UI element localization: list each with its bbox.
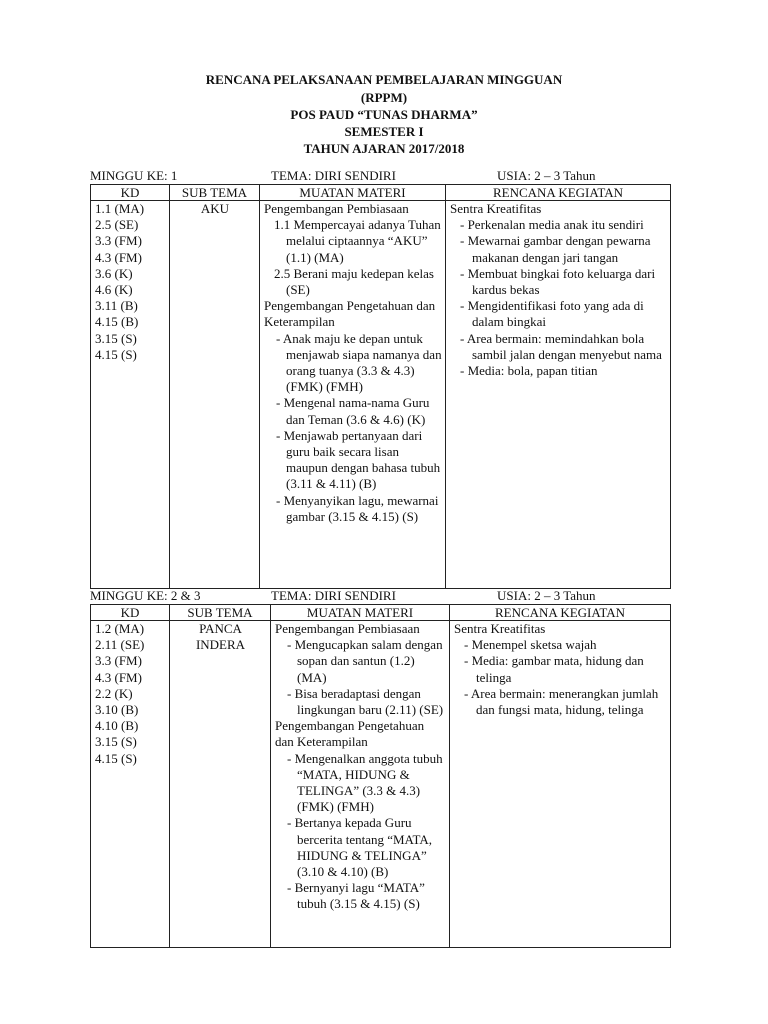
kd-item: 4.10 (B) bbox=[95, 718, 139, 734]
week2-info bbox=[90, 587, 670, 605]
kegiatan-heading: Sentra Kreatifitas bbox=[454, 621, 546, 636]
kegiatan-item: - Mewarnai gambar dengan pewarna makanan dengan jari tangan bbox=[460, 233, 651, 265]
kegiatan-item: - Mengidentifikasi foto yang ada di dalam bingkai bbox=[460, 298, 644, 330]
week1-muatan-cell bbox=[260, 201, 446, 589]
week1-row bbox=[91, 201, 671, 589]
document-title: RENCANA PELAKSANAAN PEMBELAJARAN MINGGUAN bbox=[205, 72, 563, 87]
semester: SEMESTER I bbox=[344, 124, 424, 139]
muatan-bullet: - Mengenalkan anggota tubuh “MATA, HIDUNG & TELINGA” (3.3 & 4.3) (FMK) (FMH) bbox=[287, 750, 443, 815]
muatan-bullet: - Anak maju ke depan untuk menjawab siapa namanya dan orang tuanya (3.3 & 4.3) (FMK) (FMH) bbox=[276, 330, 442, 395]
week2-usia: USIA: 2 – 3 Tahun bbox=[497, 588, 596, 603]
kd-item: 2.2 (K) bbox=[95, 685, 133, 701]
muatan-heading: Pengembangan Pengetahuan dan Keterampilan bbox=[264, 298, 436, 330]
week1-tema: TEMA: DIRI SENDIRI bbox=[271, 168, 396, 183]
muatan-heading: Pengembangan Pembiasaan bbox=[264, 201, 409, 216]
kegiatan-item: - Area bermain: memindahkan bola sambil jalan dengan menyebut nama bbox=[460, 330, 662, 362]
week1-info bbox=[90, 167, 670, 185]
week1-table bbox=[90, 184, 671, 589]
kd-item: 3.3 (FM) bbox=[95, 653, 142, 669]
muatan-heading: Pengembangan Pembiasaan bbox=[275, 621, 420, 636]
col-rencana-kegiatan: RENCANA KEGIATAN bbox=[450, 605, 671, 621]
kd-item: 4.15 (S) bbox=[95, 750, 137, 766]
col-kd: KD bbox=[91, 185, 170, 201]
week2-tema: TEMA: DIRI SENDIRI bbox=[271, 588, 396, 603]
week1-kd-cell bbox=[91, 201, 170, 589]
week1-minggu: MINGGU KE: 1 bbox=[90, 168, 178, 183]
kegiatan-item: - Menempel sketsa wajah bbox=[464, 637, 597, 653]
week1-subtema-cell bbox=[170, 201, 260, 589]
muatan-item: 1.1 Mempercayai adanya Tuhan melalui ciptaannya “AKU” (1.1) (MA) bbox=[274, 217, 441, 265]
kegiatan-heading: Sentra Kreatifitas bbox=[450, 201, 542, 216]
col-sub-tema: SUB TEMA bbox=[170, 605, 271, 621]
kd-item: 3.6 (K) bbox=[95, 265, 133, 281]
kd-item: 4.3 (FM) bbox=[95, 669, 142, 685]
week2-header-row bbox=[91, 605, 671, 621]
muatan-item: 2.5 Berani maju kedepan kelas (SE) bbox=[274, 265, 434, 298]
academic-year: TAHUN AJARAN 2017/2018 bbox=[303, 141, 465, 156]
subtema-label: AKU bbox=[200, 201, 230, 216]
subtema-label: PANCA bbox=[199, 621, 242, 636]
muatan-bullet: - Bisa beradaptasi dengan lingkungan baru (2.11) (SE) bbox=[287, 685, 444, 718]
col-muatan-materi: MUATAN MATERI bbox=[260, 185, 446, 201]
kd-item: 4.3 (FM) bbox=[95, 249, 142, 265]
muatan-bullet: - Menjawab pertanyaan dari guru baik secara lisan maupun dengan bahasa tubuh (3.11 & 4.11) (B) bbox=[276, 427, 441, 492]
week2-table bbox=[90, 604, 671, 948]
week1-usia: USIA: 2 – 3 Tahun bbox=[497, 168, 596, 183]
kd-item: 2.5 (SE) bbox=[95, 217, 139, 233]
muatan-bullet: - Bertanya kepada Guru bercerita tentang “MATA, HIDUNG & TELINGA” (3.10 & 4.10) (B) bbox=[287, 815, 433, 880]
week1-header-row bbox=[91, 185, 671, 201]
col-rencana-kegiatan: RENCANA KEGIATAN bbox=[446, 185, 671, 201]
kd-item: 3.3 (FM) bbox=[95, 233, 142, 249]
kd-item: 3.15 (S) bbox=[95, 734, 137, 750]
kd-item: 4.6 (K) bbox=[95, 282, 133, 298]
col-kd: KD bbox=[91, 605, 170, 621]
muatan-bullet: - Mengucapkan salam dengan sopan dan santun (1.2) (MA) bbox=[287, 637, 443, 685]
col-sub-tema: SUB TEMA bbox=[170, 185, 260, 201]
kd-item: 3.15 (S) bbox=[95, 330, 137, 346]
week2-subtema-cell bbox=[170, 621, 271, 948]
kd-item: 3.10 (B) bbox=[95, 702, 139, 718]
kd-item: 1.2 (MA) bbox=[95, 621, 145, 636]
subtema-label: INDERA bbox=[195, 637, 246, 653]
kd-item: 4.15 (B) bbox=[95, 314, 139, 330]
week2-kd-cell bbox=[91, 621, 170, 948]
week2-kegiatan-cell bbox=[450, 621, 671, 948]
muatan-heading: Pengembangan Pengetahuan dan Keterampilan bbox=[275, 718, 425, 750]
week2-muatan-cell bbox=[271, 621, 450, 948]
document-subtitle: (RPPM) bbox=[360, 90, 408, 105]
week2-minggu: MINGGU KE: 2 & 3 bbox=[90, 588, 201, 603]
muatan-bullet: - Mengenal nama-nama Guru dan Teman (3.6 & 4.6) (K) bbox=[276, 395, 430, 427]
kegiatan-item: - Media: gambar mata, hidung dan telinga bbox=[464, 653, 644, 685]
muatan-bullet: - Bernyanyi lagu “MATA” tubuh (3.15 & 4.15) (S) bbox=[287, 880, 425, 912]
kd-item: 2.11 (SE) bbox=[95, 637, 145, 653]
kegiatan-item: - Perkenalan media anak itu sendiri bbox=[460, 217, 644, 233]
kegiatan-item: - Membuat bingkai foto keluarga dari kardus bekas bbox=[460, 265, 656, 298]
school-name: POS PAUD “TUNAS DHARMA” bbox=[290, 107, 478, 122]
kd-item: 4.15 (S) bbox=[95, 346, 137, 362]
kd-item: 3.11 (B) bbox=[95, 298, 138, 314]
kegiatan-item: - Area bermain: menerangkan jumlah dan fungsi mata, hidung, telinga bbox=[464, 685, 659, 718]
week2-row bbox=[91, 621, 671, 948]
week1-kegiatan-cell bbox=[446, 201, 671, 589]
kd-item: 1.1 (MA) bbox=[95, 201, 145, 216]
kegiatan-item: - Media: bola, papan titian bbox=[460, 363, 598, 379]
col-muatan-materi: MUATAN MATERI bbox=[271, 605, 450, 621]
muatan-bullet: - Menyanyikan lagu, mewarnai gambar (3.15 & 4.15) (S) bbox=[276, 492, 439, 524]
